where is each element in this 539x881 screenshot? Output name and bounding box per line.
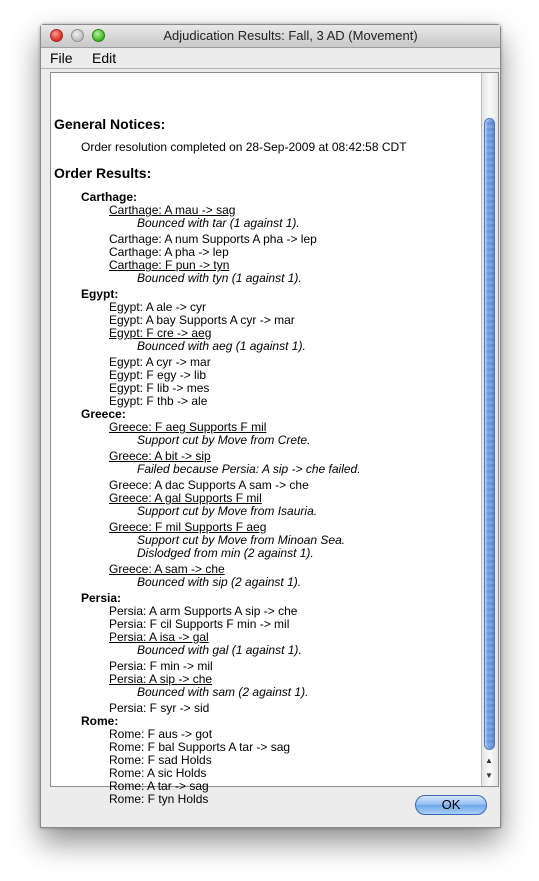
order-line: Rome: F bal Supports A tar -> sag bbox=[109, 740, 291, 754]
adjudication-window bbox=[40, 24, 501, 828]
order-note: Support cut by Move from Minoan Sea. bbox=[137, 533, 346, 547]
order-note: Support cut by Move from Isauria. bbox=[137, 504, 318, 518]
order-line: Rome: F aus -> got bbox=[109, 727, 213, 741]
power-label-rome: Rome: bbox=[81, 714, 119, 728]
order-line: Carthage: A pha -> lep bbox=[109, 245, 229, 259]
order-line: Rome: F tyn Holds bbox=[109, 792, 209, 806]
order-line: Carthage: F pun -> tyn bbox=[109, 258, 230, 272]
order-line: Persia: F min -> mil bbox=[109, 659, 213, 673]
order-line: Persia: A isa -> gal bbox=[109, 630, 209, 644]
order-line: Egypt: F thb -> ale bbox=[109, 394, 208, 408]
menu-bar bbox=[41, 48, 500, 69]
power-label-egypt: Egypt: bbox=[81, 287, 119, 301]
order-line: Egypt: F lib -> mes bbox=[109, 381, 210, 395]
order-note: Dislodged from min (2 against 1). bbox=[137, 546, 314, 560]
menu-edit[interactable]: Edit bbox=[92, 50, 117, 66]
scroll-down-arrow-icon[interactable]: ▼ bbox=[485, 771, 493, 780]
vertical-scrollbar[interactable] bbox=[481, 73, 498, 786]
title-bar[interactable] bbox=[41, 25, 500, 48]
order-line: Persia: A sip -> che bbox=[109, 672, 213, 686]
order-note: Support cut by Move from Crete. bbox=[137, 433, 311, 447]
order-line: Persia: F cil Supports F min -> mil bbox=[109, 617, 290, 631]
scrollbar-thumb[interactable] bbox=[484, 118, 495, 750]
order-results-heading: Order Results: bbox=[54, 165, 152, 181]
order-line: Greece: A dac Supports A sam -> che bbox=[109, 478, 309, 492]
order-line: Egypt: A ale -> cyr bbox=[109, 300, 207, 314]
order-note: Bounced with tyn (1 against 1). bbox=[137, 271, 302, 285]
order-note: Failed because Persia: A sip -> che failed. bbox=[137, 462, 361, 476]
general-notices-heading: General Notices: bbox=[54, 116, 166, 132]
resolution-notice: Order resolution completed on 28-Sep-2009 at 08:42:58 CDT bbox=[81, 140, 407, 154]
window-title: Adjudication Results: Fall, 3 AD (Movement) bbox=[163, 28, 418, 43]
power-label-carthage: Carthage: bbox=[81, 190, 138, 204]
order-line: Carthage: A mau -> sag bbox=[109, 203, 236, 217]
order-note: Bounced with sip (2 against 1). bbox=[137, 575, 302, 589]
order-line: Carthage: A num Supports A pha -> lep bbox=[109, 232, 317, 246]
power-label-persia: Persia: bbox=[81, 591, 122, 605]
order-line: Egypt: A cyr -> mar bbox=[109, 355, 211, 369]
order-line: Greece: A sam -> che bbox=[109, 562, 225, 576]
order-line: Persia: F syr -> sid bbox=[109, 701, 210, 715]
order-line: Greece: F mil Supports F aeg bbox=[109, 520, 267, 534]
order-line: Greece: A gal Supports F mil bbox=[109, 491, 262, 505]
scroll-up-arrow-icon[interactable]: ▲ bbox=[485, 756, 493, 765]
order-line: Rome: A tar -> sag bbox=[109, 779, 209, 793]
ok-button[interactable]: OK bbox=[415, 795, 487, 815]
order-note: Bounced with gal (1 against 1). bbox=[137, 643, 302, 657]
order-line: Egypt: F egy -> lib bbox=[109, 368, 207, 382]
order-note: Bounced with tar (1 against 1). bbox=[137, 216, 300, 230]
order-line: Greece: F aeg Supports F mil bbox=[109, 420, 267, 434]
order-line: Greece: A bit -> sip bbox=[109, 449, 211, 463]
order-line: Rome: A sic Holds bbox=[109, 766, 207, 780]
order-line: Persia: A arm Supports A sip -> che bbox=[109, 604, 298, 618]
power-label-greece: Greece: bbox=[81, 407, 126, 421]
order-line: Rome: F sad Holds bbox=[109, 753, 212, 767]
order-line: Egypt: F cre -> aeg bbox=[109, 326, 212, 340]
order-line: Egypt: A bay Supports A cyr -> mar bbox=[109, 313, 295, 327]
order-note: Bounced with aeg (1 against 1). bbox=[137, 339, 306, 353]
order-note: Bounced with sam (2 against 1). bbox=[137, 685, 309, 699]
menu-file[interactable]: File bbox=[50, 50, 73, 66]
